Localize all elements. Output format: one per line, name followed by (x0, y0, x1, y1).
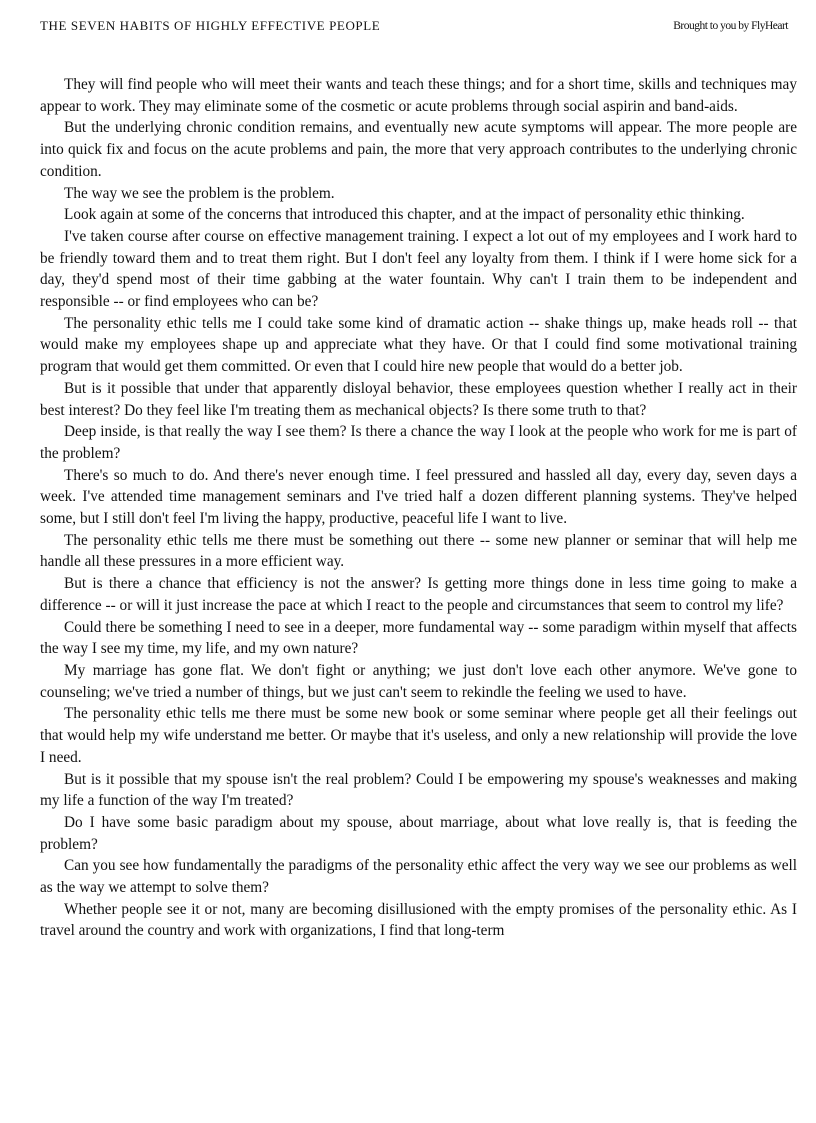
paragraph: Look again at some of the concerns that introduced this chapter, and at the impact of personality ethic thinking. (64, 206, 745, 224)
paragraph: Can you see how fundamentally the paradigms of the personality ethic affect the very way we see our problems as well as the way we attempt to solve them? (40, 857, 797, 897)
paragraph: But is it possible that under that apparently disloyal behavior, these employees question whether I really act in their best interest? Do they feel like I'm treating them as mechanical objects? Is there some truth to that? (40, 379, 797, 419)
paragraph: But is there a chance that efficiency is not the answer? Is getting more things done in less time going to make a difference -- or will it just increase the pace at which I react to the people and circumstances that seem to control my life? (40, 575, 797, 614)
paragraph: The personality ethic tells me there must be some new book or some seminar where people get all their feelings out that would help my wife understand me better. Or maybe that it's useless, and only a new relationship will provide the love I need. (40, 705, 797, 766)
paragraph: The personality ethic tells me there must be something out there -- some new planner or seminar that will help me handle all these pressures in a more efficient way. (40, 531, 797, 571)
running-header-title: THE SEVEN HABITS OF HIGHLY EFFECTIVE PEOPLE (40, 18, 381, 33)
running-header-credit: Brought to you by FlyHeart (673, 20, 788, 32)
paragraph: Whether people see it or not, many are becoming disillusioned with the empty promises of the personality ethic. As I travel around the country and work with organizations, I find that long-term (40, 900, 797, 940)
paragraph: I've taken course after course on effective management training. I expect a lot out of my employees and I work hard to be friendly toward them and to treat them right. But I don't feel any loyalty from them. I think if I were home sick for a day, they'd spend most of their time gabbing at the water fountain. Why can't I train them to be independent and responsible -- or find employees who can be? (40, 227, 797, 311)
paragraph: There's so much to do. And there's never enough time. I feel pressured and hassled all day, every day, seven days a week. I've attended time management seminars and I've tried half a dozen different planning systems. They've helped some, but I still don't feel I'm living the happy, productive, peaceful life I want to live. (40, 466, 797, 528)
paragraph: Deep inside, is that really the way I see them? Is there a chance the way I look at the people who work for me is part of the problem? (40, 423, 797, 462)
paragraph: Do I have some basic paradigm about my spouse, about marriage, about what love really is, that is feeding the problem? (40, 813, 797, 853)
body-text (40, 74, 797, 942)
paragraph: Could there be something I need to see in a deeper, more fundamental way -- some paradigm within myself that affects the way I see my time, my life, and my own nature? (40, 618, 797, 658)
paragraph: But the underlying chronic condition remains, and eventually new acute symptoms will appear. The more people are into quick fix and focus on the acute problems and pain, the more that very approach contributes to the underlying chronic condition. (40, 119, 797, 180)
paragraph: They will find people who will meet their wants and teach these things; and for a short time, skills and techniques may appear to work. They may eliminate some of the cosmetic or acute problems through social aspirin and band-aids. (40, 76, 797, 115)
paragraph: The way we see the problem is the problem. (64, 184, 335, 202)
paragraph: But is it possible that my spouse isn't the real problem? Could I be empowering my spouse's weaknesses and making my life a function of the way I'm treated? (40, 770, 797, 810)
paragraph: The personality ethic tells me I could take some kind of dramatic action -- shake things up, make heads roll -- that would make my employees shape up and appreciate what they have. Or that I could find some motivational training program that would get them committed. Or even that I could hire new people that would do a better job. (40, 314, 797, 376)
paragraph: My marriage has gone flat. We don't fight or anything; we just don't love each other anymore. We've gone to counseling; we've tried a number of things, but we just can't seem to rekindle the feeling we used to have. (40, 661, 797, 701)
